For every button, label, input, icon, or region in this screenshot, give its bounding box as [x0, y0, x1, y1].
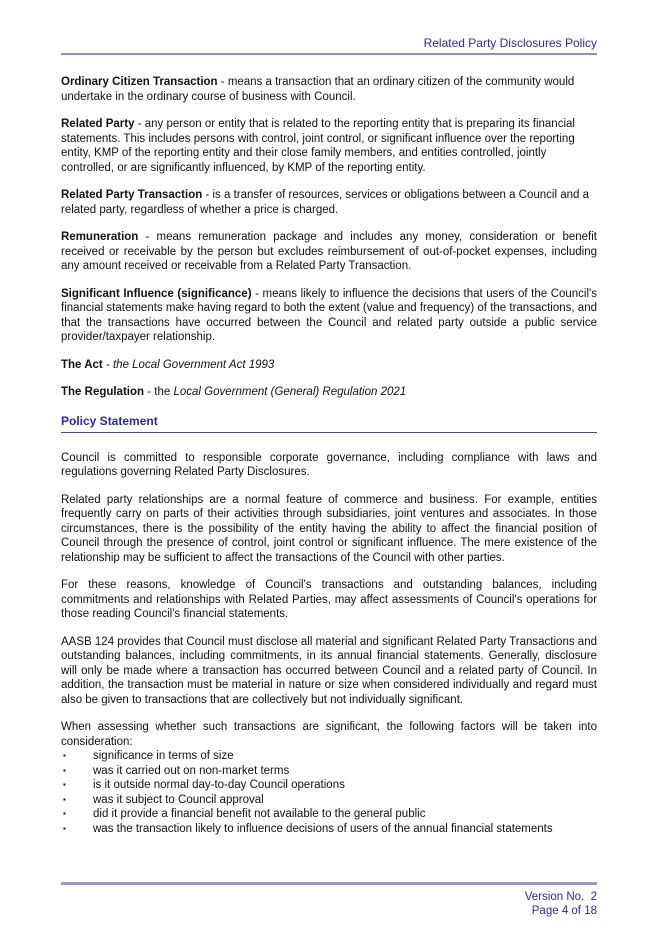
definition-text: is a transfer of resources, services or obligations between a Council and a related party, regardless of whether a price is charged.: [61, 189, 589, 216]
definition-separator: -: [217, 76, 228, 88]
document-footer: [61, 882, 597, 918]
square-bullet-icon: ▪: [63, 809, 66, 818]
definition-term: The Regulation: [61, 386, 145, 398]
square-bullet-icon: ▪: [63, 794, 66, 804]
definition-term: Related Party: [61, 118, 135, 130]
square-bullet-icon: ▪: [63, 780, 66, 789]
policy-statement-heading: Policy Statement: [61, 414, 597, 433]
definition-text: means likely to influence the decisions that users of the Council's financial statements make having regard to both the extent (value and frequency) of the transactions, and that the transactions have occurred between the Council and related party outside a public service provider/taxpayer relationship.: [61, 287, 597, 343]
definition-term: The Act: [61, 358, 103, 371]
definition-separator: - the: [144, 386, 174, 398]
list-item-text: significance in terms of size: [93, 750, 234, 762]
header-title: Related Party Disclosures Policy: [423, 36, 597, 50]
definition-the-regulation: [61, 385, 597, 400]
list-item-text: was it subject to Council approval: [93, 793, 264, 806]
definition-separator: -: [134, 118, 145, 130]
policy-bullets-intro: When assessing whether such transactions are significant, the following factors will be taken into consideration:: [61, 721, 597, 748]
list-item: [61, 749, 597, 764]
policy-paragraph: For these reasons, knowledge of Council's transactions and outstanding balances, including commitments and relationships with Related Parties, may affect assessments of Council's operations for those reading Council's financial statements.: [61, 579, 597, 620]
significance-factors-list: [61, 749, 597, 836]
definition-term: Remuneration: [61, 231, 139, 243]
definition-term: Significant Influence (significance): [61, 287, 252, 300]
definition-citation: Local Government (General) Regulation 2021: [173, 386, 407, 398]
list-item-text: was it carried out on non-market terms: [93, 764, 290, 777]
footer-page-number: Page 4 of 18: [531, 905, 597, 917]
footer-rule: [61, 882, 597, 885]
definition-significant-influence: [61, 287, 597, 345]
definition-term: Related Party Transaction: [61, 189, 203, 201]
policy-statement-section: [61, 451, 597, 837]
list-item: [61, 778, 597, 793]
policy-paragraph: AASB 124 provides that Council must disclose all material and significant Related Party Transactions and outstanding balances, including commitments, in its annual financial statements. Generally, disclosure will only be made where a transaction has occurred between Council and a related party of Council. In addition, the transaction must be material in nature or size when considered individually and regard must also be given to transactions that are collectively but not individually significant.: [61, 635, 597, 706]
footer-version: Version No. 2: [524, 891, 597, 903]
definition-text: means a transaction that an ordinary citizen of the community would undertake in the ordinary course of business with Council.: [61, 76, 575, 103]
list-item: [61, 807, 597, 822]
definition-related-party-transaction: [61, 188, 597, 217]
list-item: [61, 793, 597, 808]
definition-text: any person or entity that is related to the reporting entity that is preparing its financial statements. This includes persons with control, joint control, or significant influence over the reporting entity, KMP of the reporting entity and their close family members, and entities controlled, jointly controlled, or are significantly influenced, by KMP of the reporting entity.: [61, 118, 575, 174]
definition-separator: -: [202, 189, 213, 201]
definition-separator: -: [251, 287, 263, 300]
definition-separator: -: [102, 358, 113, 371]
list-item: [61, 764, 597, 779]
definition-term: Ordinary Citizen Transaction: [61, 76, 218, 88]
definition-citation: the Local Government Act 1993: [112, 358, 275, 371]
list-item-text: did it provide a financial benefit not available to the general public: [93, 808, 426, 820]
definition-ordinary-citizen-transaction: [61, 75, 597, 104]
policy-paragraph: Council is committed to responsible corporate governance, including compliance with laws and regulations governing Related Party Disclosures.: [61, 451, 597, 478]
list-item-text: is it outside normal day-to-day Council operations: [93, 779, 345, 791]
definition-related-party: [61, 117, 597, 175]
document-body: [0, 55, 656, 836]
list-item: [61, 822, 597, 837]
square-bullet-icon: ▪: [63, 765, 66, 775]
list-item-text: was the transaction likely to influence decisions of users of the annual financial statements: [93, 822, 553, 835]
definitions-section: [61, 75, 597, 400]
definition-the-act: [61, 358, 597, 373]
definition-separator: -: [138, 231, 157, 243]
policy-paragraph: Related party relationships are a normal feature of commerce and business. For example, entities frequently carry on parts of their activities through subsidiaries, joint ventures and associates. In those circumstances, there is the possibility of the entity having the ability to affect the financial position of Council through the presence of control, joint control or significant influence. The mere existence of the relationship may be sufficient to affect the transactions of the Council with other parties.: [61, 493, 597, 564]
definition-text: means remuneration package and includes any money, consideration or benefit received or receivable by the person but excludes reimbursement of out-of-pocket expenses, including any amount received or receivable from a Related Party Transaction.: [61, 231, 597, 272]
definition-remuneration: [61, 230, 597, 274]
document-header: [0, 0, 656, 55]
square-bullet-icon: ▪: [63, 823, 66, 833]
square-bullet-icon: ▪: [63, 751, 66, 760]
